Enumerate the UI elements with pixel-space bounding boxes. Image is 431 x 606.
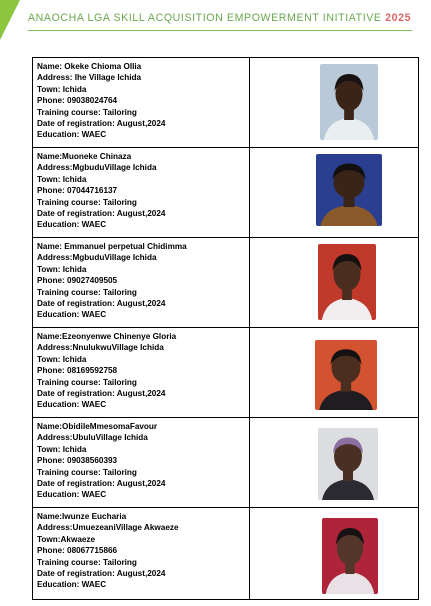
portrait-photo — [318, 244, 376, 320]
portrait-photo — [316, 154, 382, 226]
record-line: Town: Ichida — [37, 174, 87, 184]
record-line: Education: WAEC — [37, 400, 107, 410]
record-line: Town: Ichida — [37, 444, 87, 454]
photo-cell — [250, 148, 418, 237]
portrait-graphic — [318, 428, 378, 500]
header-rule — [28, 30, 412, 31]
portrait-graphic — [320, 64, 378, 140]
record-details — [33, 58, 250, 147]
record-line: Education: WAEC — [37, 310, 107, 320]
record-details — [33, 418, 250, 507]
portrait-photo — [322, 518, 378, 594]
registration-table — [32, 57, 419, 600]
record-line: Phone: 09038024764 — [37, 96, 118, 106]
page-title-year: 2025 — [385, 12, 412, 24]
photo-cell — [250, 508, 418, 599]
page-title — [28, 12, 411, 24]
record-line: Education: WAEC — [37, 130, 107, 140]
table-row — [33, 238, 418, 328]
record-line: Address:NnulukwuVillage Ichida — [37, 343, 164, 353]
record-line: Phone: 08067715866 — [37, 546, 118, 556]
record-line: Town:Akwaeze — [37, 534, 96, 544]
record-line: Training course: Tailoring — [37, 107, 137, 117]
photo-cell — [250, 58, 418, 147]
record-line: Name: Emmanuel perpetual Chidimma — [37, 242, 187, 251]
record-line: Address:MgbuduVillage Ichida — [37, 253, 157, 263]
record-line: Name:Ezeonyenwe Chinenye Gloria — [37, 332, 177, 341]
record-line: Phone: 09038560393 — [37, 456, 118, 466]
record-line: Date of registration: August,2024 — [37, 299, 166, 309]
record-line: Town: Ichida — [37, 354, 87, 364]
portrait-photo — [318, 428, 378, 500]
record-line: Name: Okeke Chioma Ollia — [37, 62, 142, 71]
record-line: Date of registration: August,2024 — [37, 569, 166, 579]
portrait-photo — [320, 64, 378, 140]
record-line: Phone: 09027409505 — [37, 276, 118, 286]
portrait-graphic — [318, 244, 376, 320]
record-line: Town: Ichida — [37, 84, 87, 94]
photo-cell — [250, 238, 418, 327]
record-line: Address:UbuluVillage Ichida — [37, 433, 148, 443]
portrait-graphic — [316, 154, 382, 226]
record-line: Training course: Tailoring — [37, 197, 137, 207]
record-details — [33, 508, 250, 599]
portrait-graphic — [315, 340, 377, 410]
portrait-photo — [315, 340, 377, 410]
table-row — [33, 148, 418, 238]
page-title-text: ANAOCHA LGA SKILL ACQUISITION EMPOWERMENT INITIATIVE — [28, 12, 382, 24]
record-line: Education: WAEC — [37, 580, 107, 590]
record-line: Phone: 07044716137 — [37, 186, 118, 196]
record-line: Name:ObidileMmesomaFavour — [37, 422, 158, 431]
record-line: Name:Muoneke Chinaza — [37, 152, 132, 161]
record-line: Name:Iwunze Eucharia — [37, 512, 127, 521]
record-line: Address:UmuezeaniVillage Akwaeze — [37, 523, 179, 533]
record-line: Address:MgbuduVillage Ichida — [37, 163, 157, 173]
record-line: Town: Ichida — [37, 264, 87, 274]
portrait-graphic — [322, 518, 378, 594]
photo-cell — [250, 328, 418, 417]
corner-decoration — [0, 0, 20, 40]
record-line: Date of registration: August,2024 — [37, 389, 166, 399]
table-row — [33, 508, 418, 599]
record-line: Date of registration: August,2024 — [37, 119, 166, 129]
record-line: Date of registration: August,2024 — [37, 479, 166, 489]
record-details — [33, 238, 250, 327]
record-line: Training course: Tailoring — [37, 467, 137, 477]
record-line: Date of registration: August,2024 — [37, 209, 166, 219]
table-row — [33, 58, 418, 148]
table-row — [33, 328, 418, 418]
photo-cell — [250, 418, 418, 507]
record-line: Phone: 08169592758 — [37, 366, 118, 376]
record-line: Education: WAEC — [37, 220, 107, 230]
record-line: Training course: Tailoring — [37, 287, 137, 297]
record-details — [33, 148, 250, 237]
record-line: Training course: Tailoring — [37, 557, 137, 567]
record-line: Address: Ihe Village Ichida — [37, 73, 142, 83]
record-line: Training course: Tailoring — [37, 377, 137, 387]
table-row — [33, 418, 418, 508]
record-line: Education: WAEC — [37, 490, 107, 500]
record-details — [33, 328, 250, 417]
